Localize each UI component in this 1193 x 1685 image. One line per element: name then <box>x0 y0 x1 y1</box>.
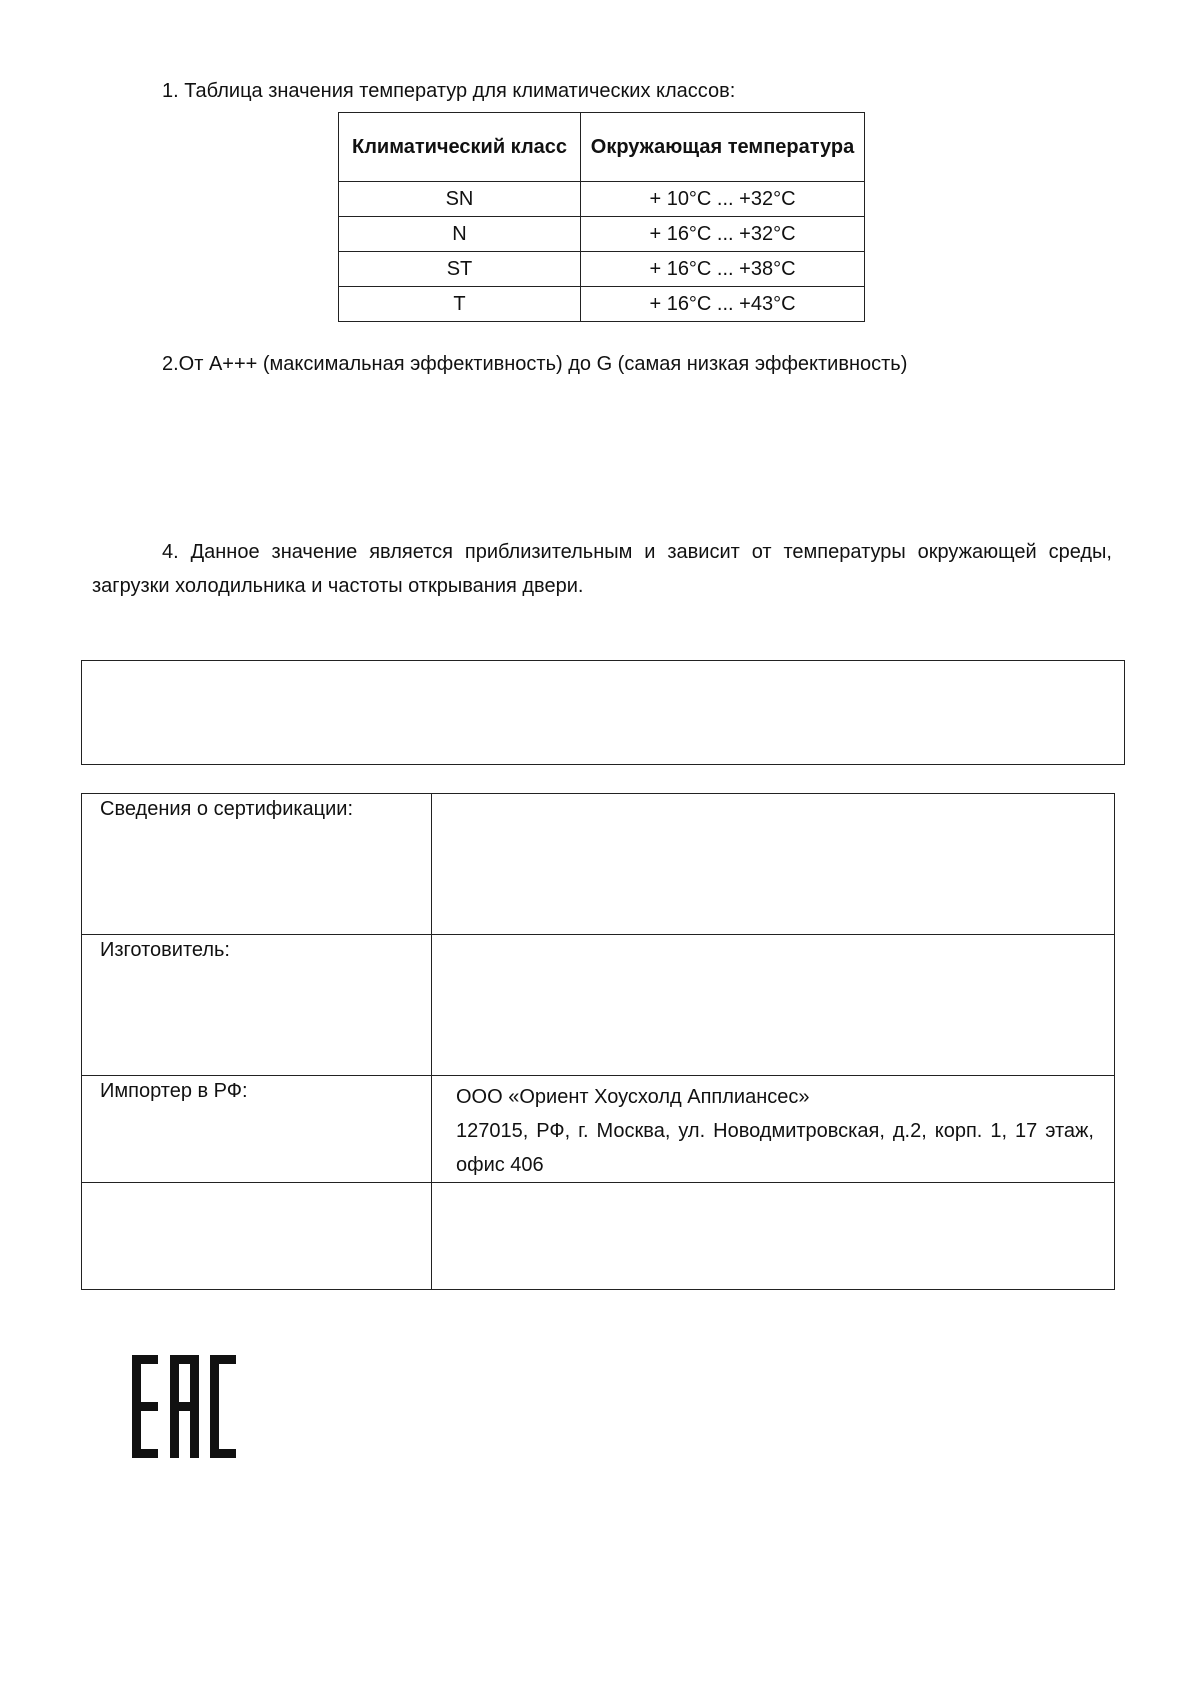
manufacturer-value <box>432 935 1115 1076</box>
climate-class-cell: SN <box>339 182 581 217</box>
note-4: 4. Данное значение является приблизительным и зависит от температуры окружающей среды, загрузки холодильника и частоты открывания двери. <box>92 541 1112 597</box>
importer-label: Импортер в РФ: <box>82 1076 432 1183</box>
temperature-range-cell: + 16°C ... +32°C <box>581 217 865 252</box>
table-header-row <box>339 113 865 182</box>
temperature-range-cell: + 16°C ... +38°C <box>581 252 865 287</box>
table-row <box>339 217 865 252</box>
table-row <box>339 287 865 322</box>
table-row <box>82 1183 1115 1290</box>
climate-class-cell: T <box>339 287 581 322</box>
importer-value <box>432 1076 1115 1183</box>
certification-value <box>432 794 1115 935</box>
table-row <box>339 252 865 287</box>
importer-address: 127015, РФ, г. Москва, ул. Новодмитровская, д.2, корп. 1, 17 этаж, офис 406 <box>456 1120 1094 1176</box>
eac-mark <box>132 1355 236 1464</box>
climate-class-table <box>338 112 865 322</box>
header-climate-class: Климатический класс <box>339 113 581 182</box>
certification-info-table <box>81 793 1115 1290</box>
climate-class-cell: N <box>339 217 581 252</box>
header-ambient-temperature: Окружающая температура <box>581 113 865 182</box>
table-row <box>339 182 865 217</box>
temperature-range-cell: + 10°C ... +32°C <box>581 182 865 217</box>
note-1: 1. Таблица значения температур для климатических классов: <box>162 80 736 102</box>
importer-name: ООО «Ориент Хоусхолд Апплиансес» <box>456 1086 810 1108</box>
climate-class-cell: ST <box>339 252 581 287</box>
empty-info-box <box>81 660 1125 765</box>
eac-logo-icon <box>132 1355 236 1458</box>
table-row <box>82 1076 1115 1183</box>
temperature-range-cell: + 16°C ... +43°C <box>581 287 865 322</box>
empty-label-cell <box>82 1183 432 1290</box>
manufacturer-label: Изготовитель: <box>82 935 432 1076</box>
empty-value-cell <box>432 1183 1115 1290</box>
certification-label: Сведения о сертификации: <box>82 794 432 935</box>
note-2: 2.От А+++ (максимальная эффективность) до G (самая низкая эффективность) <box>162 353 908 375</box>
table-row <box>82 794 1115 935</box>
table-row <box>82 935 1115 1076</box>
